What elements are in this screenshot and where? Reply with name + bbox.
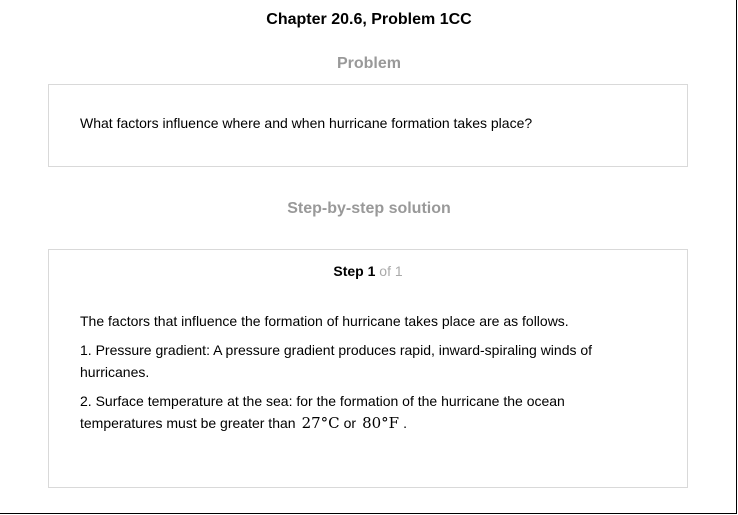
problem-heading: Problem (336, 55, 401, 72)
solution-paragraph-intro: The factors that influence the formation of hurricane takes place are as follows. (80, 313, 569, 329)
solution-heading: Step-by-step solution (287, 200, 451, 217)
solution-card (48, 249, 688, 488)
page-title: Chapter 20.6, Problem 1CC (266, 11, 472, 28)
step-indicator (49, 263, 687, 279)
problem-card (48, 84, 688, 167)
problem-text: What factors influence where and when hurricane formation takes place? (80, 115, 533, 131)
or-word: or (343, 415, 357, 431)
fahrenheit-value: 80°F (362, 414, 400, 432)
step-number: 1 (367, 263, 376, 279)
sentence-period: . (403, 415, 407, 431)
solution-paragraph-temperature (80, 390, 640, 434)
celsius-value: 27°C (301, 414, 340, 432)
step-word: Step (333, 263, 364, 279)
temperature-text: 2. Surface temperature at the sea: for the formation of the hurricane the ocean temperatures must be greater than (80, 393, 565, 431)
step-total: of 1 (379, 263, 403, 279)
solution-paragraph-pressure: 1. Pressure gradient: A pressure gradient produces rapid, inward-spiraling winds of hurricanes. (80, 342, 593, 380)
